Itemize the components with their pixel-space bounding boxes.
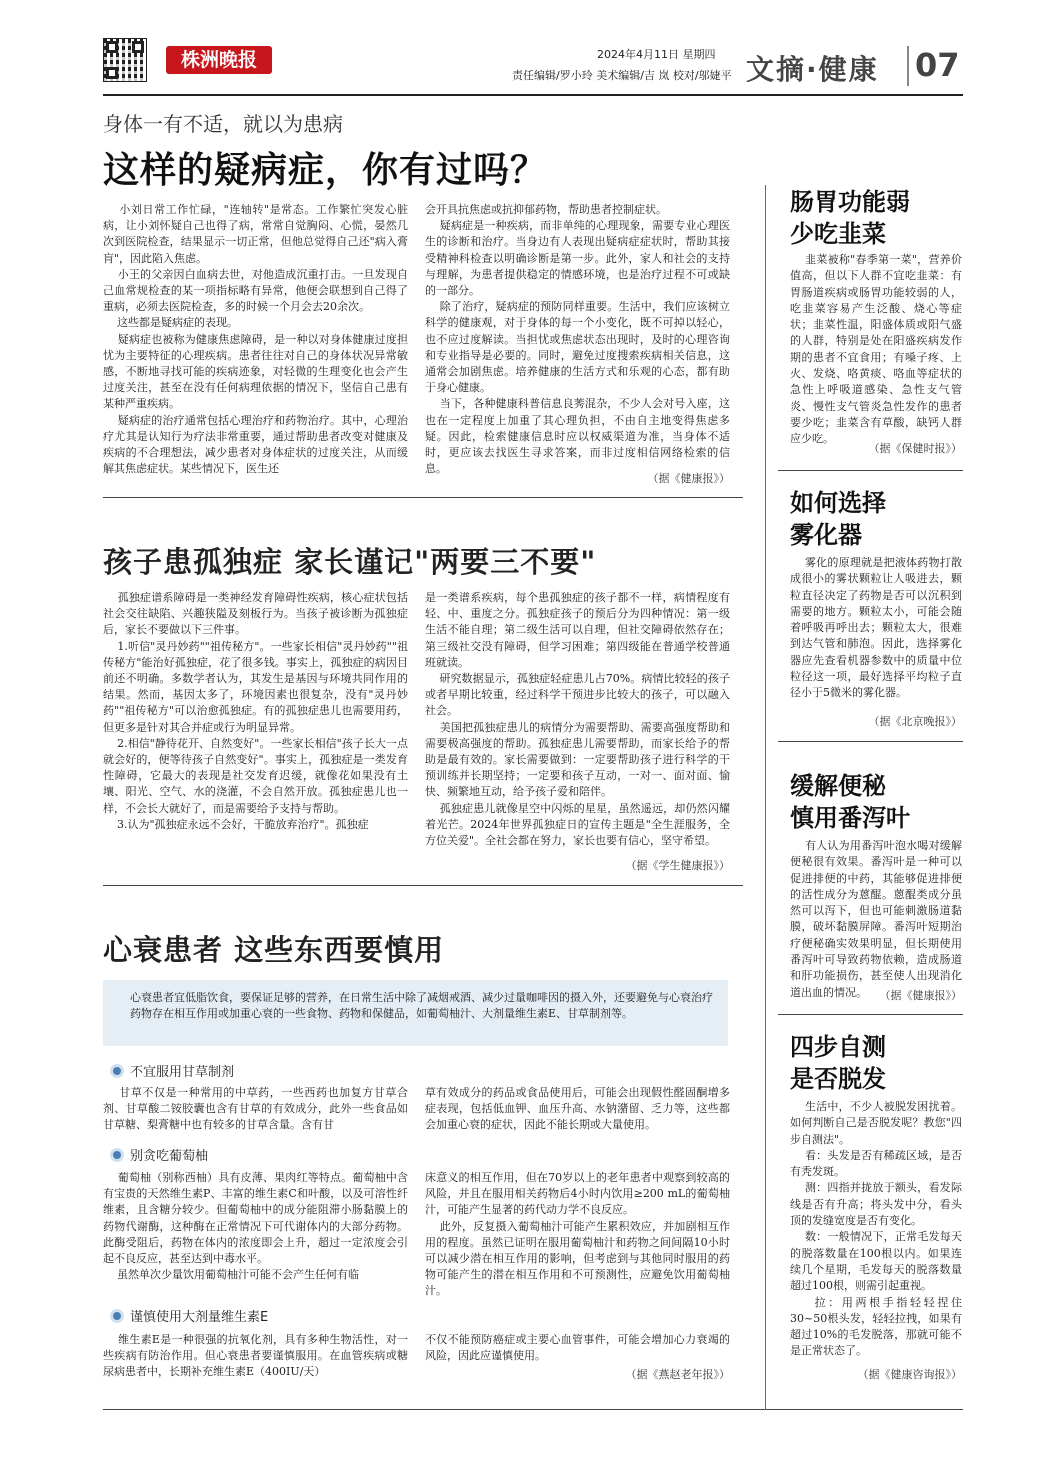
staff-line: 责任编辑/罗小玲 美术编辑/吉 岚 校对/邬婕平 — [512, 69, 732, 82]
article1-title: 这样的疑病症，你有过吗？ — [103, 150, 548, 191]
sidebar-source-leek: （据《保健时报》） — [868, 442, 962, 455]
article1-source: （据《健康报》） — [647, 472, 730, 485]
sidebar-divider — [765, 185, 766, 1410]
sidebar-body-nebulizer: 雾化的原理就是把液体药物打散成很小的雾状颗粒让人吸进去，颗粒直径决定了药物是否可以沉积到需要的地方。颗粒太小，可能会随着呼吸再呼出去；颗粒太大，很难到达气管和肺泡。因此，选择雾化器应先查看机器参数中的质量中位粒径这一项，最好选择平均粒子直径小于5微米的雾化器。 — [790, 556, 962, 700]
bullet-icon — [110, 1309, 124, 1323]
article3-title: 心衰患者 这些东西要慎用 — [103, 933, 445, 967]
subhead-licorice — [110, 1061, 234, 1080]
grapefruit-col2: 床意义的相互作用，但在70岁以上的老年患者中观察到较高的风险，并且在服用相关药物后4小时内饮用≥200 mL的葡萄柚汁，可能产生显著的药代动力学不良反应。 此外，反复摄入葡萄柚汁可能产生累积效应，并加剧相互作用的程度。虽然已证明在服用葡萄柚汁和药物之间间隔10小时可以减少潜在相互作用的影响，但考虑到与其他同时服用的药物可能产生的潜在相互作用和不可预测性，应避免饮用葡萄柚汁。 — [425, 1171, 730, 1298]
subhead-grapefruit-text: 别贪吃葡萄柚 — [130, 1149, 209, 1164]
sidebar-divider-2 — [778, 741, 963, 742]
article2-point1-heading: 1.听信"灵丹妙药""祖传秘方"。 — [103, 639, 271, 653]
sidebar-title-leek: 肠胃功能弱 少吃韭菜 — [790, 188, 910, 248]
article3-source: （据《燕赵老年报》） — [625, 1368, 730, 1381]
article2-point3-heading: 3.认为"孤独症永远不会好，干脆放弃治疗"。 — [103, 817, 336, 831]
date-line: 2024年4月11日 星期四 — [597, 48, 716, 61]
sidebar-body-hairloss: 生活中，不少人被脱发困扰着。如何判断自己是否脱发呢？教您"四步自测法"。 看：头发是否有稀疏区域，是否有秃发斑。 测：四指并拢放于额头，看发际线是否有升高；将头发中分，看头顶的发缝宽度是否有变化。 数：一般情况下，正常毛发每天的脱落数量在100根以内。如果连续几个星期，毛发每天的脱落数量超过100根，则需引起重视。 拉：用两根手指轻轻捏住30~50根头发，轻轻拉拽，如果有超过10%的毛发脱落，那就可能不是正常状态了。 — [790, 1100, 962, 1358]
article2-col1 — [103, 590, 408, 833]
vitamin-e-col2: 不仅不能预防癌症或主要心血管事件，可能会增加心力衰竭的风险，因此应谨慎使用。 — [425, 1333, 730, 1363]
subhead-vitamin-e — [110, 1306, 268, 1325]
article1-col1: 小刘日常工作忙碌，"连轴转"是常态。工作繁忙突发心脏病，让小刘怀疑自己也得了病，常常自觉胸闷、心慌，晏然几次到医院检查，结果显示一切正常，但他总觉得自己还"病入膏肓"，因此陷入焦虑。 小王的父亲因白血病去世，对他造成沉重打击。一旦发现自己血常规检查的某一项指标略有异常，他便会联想到自己得了重病，必须去医院检查，多的时候一个月会去20余次。 这些都是疑病症的表现。 疑病症也被称为健康焦虑障碍，是一种以对身体健康过度担忧为主要特征的心理疾病。患者往往对自己的身体状况异常敏感，不断地寻找可能的疾病迹象，对轻微的生理变化也会产生过度关注，甚至在没有任何病理依据的情况下，坚信自己患有某种严重疾病。 疑病症的治疗通常包括心理治疗和药物治疗。其中，心理治疗尤其是认知行为疗法非常重要，通过帮助患者改变对健康及疾病的不合理想法，减少患者对身体症状的过度关注，从而缓解其焦虑症状。某些情况下，医生还 — [103, 203, 408, 476]
divider-2 — [103, 885, 743, 886]
article1-col2: 会开具抗焦虑或抗抑郁药物，帮助患者控制症状。 疑病症是一种疾病，而非单纯的心理现象，需要专业心理医生的诊断和治疗。当身边有人表现出疑病症症状时，帮助其接受精神科检查以明确诊断是第一步。此外，家人和社会的支持与理解，为患者提供稳定的情感环境，也是治疗过程不可或缺的一部分。 除了治疗，疑病症的预防同样重要。生活中，我们应该树立科学的健康观，对于身体的每一个小变化，既不可掉以轻心，也不应过度解读。当担忧或焦虑状态出现时，及时的心理咨询和专业指导是必要的。同时，避免过度搜索疾病相关信息，这通常会加剧焦虑。培养健康的生活方式和乐观的心态，都有助于身心健康。 当下，各种健康科普信息良莠混杂，不少人会对号入座，这也在一定程度上加重了其心理负担，不由自主地变得焦虑多疑。因此，检索健康信息时应以权威渠道为准，当身体不适时，更应该去找医生寻求答案，而非过度相信网络检索的信息。 — [425, 203, 730, 476]
article2-col2: 是一类谱系疾病，每个患孤独症的孩子都不一样，病情程度有轻、中、重度之分。孤独症孩子的预后分为四种情况：第一级生活不能自理；第二级生活可以自理，但社交障碍依然存在；第三级社交没有障碍，但学习困难；第四级能在普通学校普通班就读。 研究数据显示，孤独症轻症患儿占70%。病情比较轻的孩子或者早期比较重，经过科学干预进步比较大的孩子，可以融入社会。 美国把孤独症患儿的病情分为需要帮助、需要高强度帮助和需要极高强度的帮助。孤独症患儿需要帮助，而家长给予的帮助是最有效的。家长需要做到：一定要帮助孩子进行科学的干预训练并长期坚持；一定要和孩子互动，一对一、面对面、愉快、频繁地互动，给予孩子爱和陪伴。 孤独症患儿就像星空中闪烁的星星，虽然遥远，却仍然闪耀着光芒。2024年世界孤独症日的宣传主题是"全生涯服务，全方位关爱"。全社会都在努力，家长也要有信心，坚守希望。 — [425, 591, 730, 848]
sidebar-divider-3 — [778, 1014, 963, 1015]
sidebar-body-senna: 有人认为用番泻叶泡水喝对缓解便秘很有效果。番泻叶是一种可以促进排便的中药，其能够促进排便的活性成分为蒽醌。蒽醌类成分虽然可以泻下，但也可能刺激肠道黏膜，破坏黏膜屏障。番泻叶短期治疗便秘确实效果明显，但长期使用番泻叶可导致药物依赖，造成肠道和肝功能损伤，甚至使人出现消化道出血的情况。 — [790, 839, 962, 999]
bullet-icon — [110, 1148, 124, 1162]
article2-point3: 孤独症 — [335, 817, 369, 831]
sidebar-source-hairloss: （据《健康咨询报》） — [857, 1368, 962, 1381]
article1-kicker: 身体一有不适，就以为患病 — [103, 112, 343, 136]
sidebar-title-senna: 缓解便秘 慎用番泻叶 — [790, 772, 910, 832]
licorice-col2: 草有效成分的药品或食品使用后，可能会出现假性醛固酮增多症表现，包括低血钾、血压升高、水钠潴留、乏力等，这些都会加重心衰的症状，因此不能长期或大量使用。 — [425, 1086, 730, 1132]
footer-rule — [103, 1409, 963, 1410]
section-title: 文摘·健康 — [746, 53, 879, 86]
sidebar-title-hairloss: 四步自测 是否脱发 — [790, 1033, 886, 1093]
page-number: 07 — [915, 46, 960, 84]
bullet-icon — [110, 1064, 124, 1078]
header-divider — [907, 46, 909, 86]
article2-title: 孩子患孤独症 家长谨记"两要三不要" — [103, 545, 597, 579]
subhead-licorice-text: 不宜服用甘草制剂 — [130, 1065, 235, 1080]
divider-1 — [103, 497, 743, 498]
article2-point2-heading: 2.相信"静待花开、自然变好"。 — [103, 736, 271, 750]
article2-point2: 一些家长相信"孩子长大一点就会好的，便等待孩子自然变好"。事实上，孤独症是一类发育性障碍，它最大的表现是社交发育迟缓，就像花如果没有土壤、阳光、空气、水的浇灌，不会自然开放。孤独症患儿也一样，不会长大就好了，而是需要给予支持与帮助。 — [103, 736, 408, 815]
grapefruit-col1: 葡萄柚（别称西柚）具有皮薄、果肉红等特点。葡萄柚中含有宝贵的天然维生素P、丰富的维生素C和叶酸，以及可溶性纤维素，且含糖分较少。但葡萄柚中的成分能阻滞小肠黏膜上的药物代谢酶，这种酶在正常情况下可代谢体内的大部分药物。此酶受阻后，药物在体内的浓度即会上升，超过一定浓度会引起不良反应，甚至达到中毒水平。 虽然单次少量饮用葡萄柚汁可能不会产生任何有临 — [103, 1171, 408, 1282]
newspaper-logo: 株洲晚报 — [166, 46, 272, 74]
article3-intro: 心衰患者宜低脂饮食，要保证足够的营养，在日常生活中除了减烟戒酒、减少过量咖啡因的摄入外，还要避免与心衰治疗药物存在相互作用或加重心衰的一些食物、药物和保健品，如葡萄柚汁、大剂量维生素E、甘草制剂等。 — [130, 991, 713, 1020]
vitamin-e-col1: 维生素E是一种很强的抗氧化剂，具有多种生物活性，对一些疾病有防治作用。但心衰患者要谨慎服用。在血管疾病或糖尿病患者中，长期补充维生素E（400IU/天） — [103, 1333, 408, 1379]
sidebar-source-nebulizer: （据《北京晚报》） — [868, 715, 962, 728]
sidebar-body-leek: 韭菜被称"春季第一菜"，营养价值高，但以下人群不宜吃韭菜：有胃肠道疾病或肠胃功能较弱的人，吃韭菜容易产生泛酸、烧心等症状；韭菜性温，阳盛体质或阳气盛的人群，特别是处在阳盛疾病发作期的患者不宜食用；有嗓子疼、上火、发烧、咯黄痰、咯血等症状的急性上呼吸道感染、急性支气管炎、慢性支气管炎急性发作的患者要少吃；韭菜含有草酸，缺钙人群应少吃。 — [790, 253, 962, 446]
sidebar-divider-1 — [778, 470, 963, 471]
licorice-col1: 甘草不仅是一种常用的中草药，一些西药也加复方甘草合剂、甘草酸二铵胶囊也含有甘草的有效成分，此外一些食品如甘草糖、梨膏糖中也有较多的甘草含量。含有甘 — [103, 1086, 408, 1132]
subhead-grapefruit — [110, 1145, 208, 1164]
header-rule — [103, 94, 963, 96]
qr-code — [103, 38, 147, 82]
subhead-vitamin-e-text: 谨慎使用大剂量维生素E — [130, 1310, 269, 1325]
sidebar-title-nebulizer: 如何选择 雾化器 — [790, 489, 886, 549]
article2-intro: 孤独症谱系障碍是一类神经发育障碍性疾病，核心症状包括社会交往缺陷、兴趣狭隘及刻板行为。当孩子被诊断为孤独症后，家长不要做以下三件事。 — [103, 591, 408, 637]
sidebar-source-senna: （据《健康报》） — [879, 989, 962, 1002]
article2-point1: 一些家长相信"灵丹妙药""祖传秘方"能治好孤独症，花了很多钱。事实上，孤独症的病因目前还不明确。多数学者认为，其发生是基因与环境共同作用的结果。然而，基因太多了，环境因素也很复杂，没有"灵丹妙药""祖传秘方"可以治愈孤独症。有的孤独症患儿也需要用药，但更多是针对其合并症或行为明显异常。 — [103, 639, 408, 734]
article2-source: （据《学生健康报》） — [625, 859, 730, 872]
